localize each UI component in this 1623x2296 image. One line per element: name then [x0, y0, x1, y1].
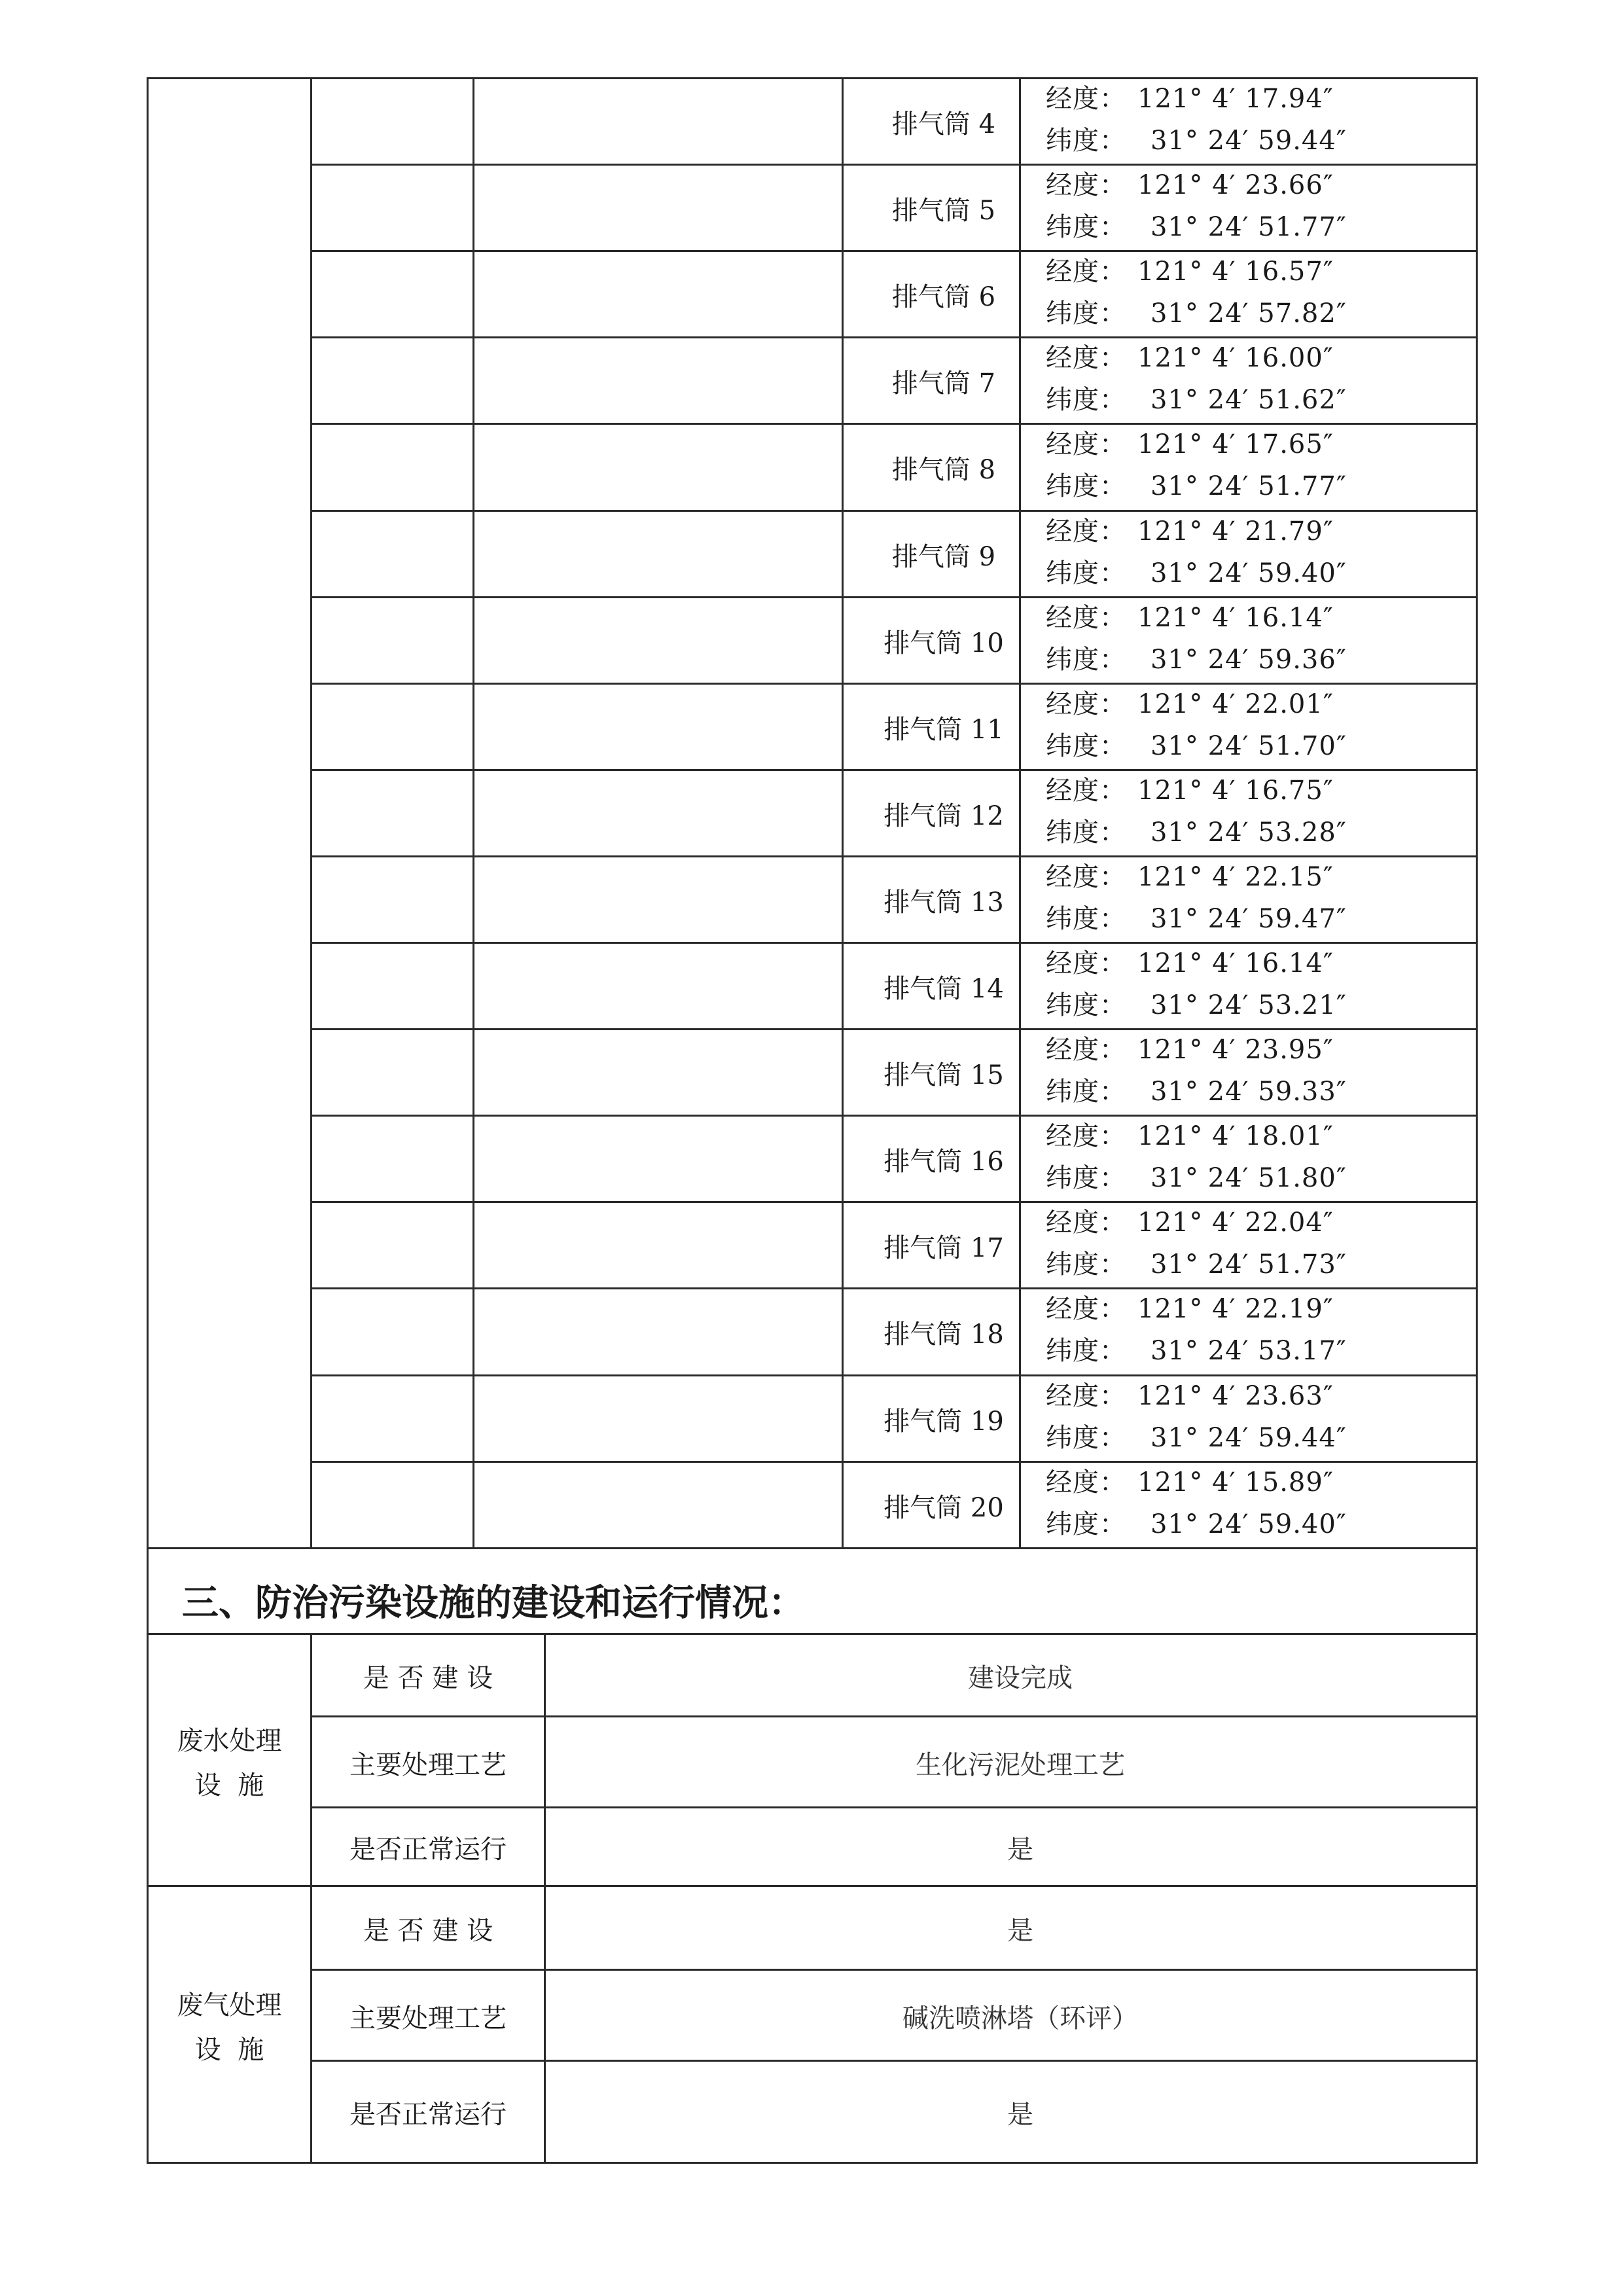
longitude-label: 经度： [1046, 343, 1126, 374]
latitude-label: 纬度： [1046, 903, 1126, 934]
latitude-label: 纬度： [1046, 1249, 1126, 1280]
longitude-label: 经度： [1046, 1294, 1126, 1325]
longitude-label: 经度： [1046, 1121, 1126, 1152]
latitude-value: 31° 24′ 59.44″ [1150, 126, 1347, 156]
latitude [1046, 119, 1347, 162]
longitude-value: 121° 4′ 16.00″ [1137, 343, 1334, 374]
longitude-value: 121° 4′ 18.01″ [1137, 1121, 1334, 1152]
longitude [1046, 1201, 1334, 1244]
latitude [1046, 292, 1347, 335]
stack-name: 排气筒 12 [883, 800, 1004, 831]
latitude [1046, 465, 1347, 508]
latitude-label: 纬度： [1046, 558, 1126, 588]
longitude-label: 经度： [1046, 1380, 1126, 1411]
longitude-label: 经度： [1046, 861, 1126, 892]
latitude-value: 31° 24′ 53.28″ [1150, 817, 1347, 848]
facility-row-value: 是 [1007, 2100, 1033, 2130]
latitude-value: 31° 24′ 51.62″ [1150, 385, 1347, 416]
facility-row-label: 是否正常运行 [349, 1835, 507, 1865]
stack-name: 排气筒 5 [891, 196, 996, 226]
facility-group-label: 废水处理 [177, 1725, 282, 1756]
latitude [1046, 1157, 1347, 1200]
facility-row-value: 是 [1007, 1835, 1033, 1865]
facility-row-label: 是 否 建 设 [363, 1663, 493, 1693]
facility-row-value: 碱洗喷淋塔（环评） [902, 2003, 1138, 2034]
latitude [1046, 1243, 1347, 1286]
longitude-value: 121° 4′ 23.66″ [1137, 170, 1334, 201]
facility-row-label: 是 否 建 设 [363, 1916, 493, 1946]
latitude-value: 31° 24′ 53.17″ [1150, 1336, 1347, 1367]
facility-group-label-line2: 设 施 [194, 1770, 264, 1801]
latitude-label: 纬度： [1046, 212, 1126, 243]
column-divider-3 [842, 77, 844, 1549]
longitude-value: 121° 4′ 22.01″ [1137, 689, 1334, 719]
latitude-value: 31° 24′ 59.47″ [1150, 903, 1347, 934]
latitude-label: 纬度： [1046, 730, 1126, 761]
longitude [1046, 250, 1334, 293]
latitude-value: 31° 24′ 51.77″ [1150, 212, 1347, 243]
longitude [1046, 1115, 1334, 1158]
longitude [1046, 336, 1334, 380]
longitude [1046, 164, 1334, 207]
latitude [1046, 1416, 1347, 1460]
longitude-label: 经度： [1046, 516, 1126, 547]
latitude-label: 纬度： [1046, 644, 1126, 675]
longitude-value: 121° 4′ 16.75″ [1137, 775, 1334, 806]
row-divider [310, 1969, 1478, 1971]
stack-name: 排气筒 20 [883, 1492, 1004, 1523]
latitude-value: 31° 24′ 59.40″ [1150, 1509, 1347, 1539]
longitude-label: 经度： [1046, 775, 1126, 806]
latitude-value: 31° 24′ 57.82″ [1150, 298, 1347, 329]
longitude [1046, 510, 1334, 553]
label-column-divider [544, 1885, 546, 2164]
longitude-label: 经度： [1046, 429, 1126, 460]
group-bottom-border [147, 1885, 1478, 1887]
label-column-divider [544, 1633, 546, 1887]
longitude-label: 经度： [1046, 602, 1126, 633]
latitude-label: 纬度： [1046, 471, 1126, 502]
column-divider-2 [473, 77, 474, 1549]
stack-name: 排气筒 14 [883, 974, 1004, 1004]
longitude-label: 经度： [1046, 1035, 1126, 1066]
facility-row-label: 是否正常运行 [349, 2100, 507, 2130]
latitude-value: 31° 24′ 51.70″ [1150, 730, 1347, 761]
latitude-label: 纬度： [1046, 298, 1126, 329]
longitude [1046, 596, 1334, 639]
latitude-value: 31° 24′ 59.44″ [1150, 1422, 1347, 1453]
latitude-label: 纬度： [1046, 1336, 1126, 1367]
latitude [1046, 897, 1347, 941]
latitude-label: 纬度： [1046, 126, 1126, 156]
longitude-value: 121° 4′ 16.14″ [1137, 602, 1334, 633]
latitude [1046, 378, 1347, 422]
longitude-value: 121° 4′ 21.79″ [1137, 516, 1334, 547]
latitude [1046, 1070, 1347, 1113]
latitude [1046, 638, 1347, 681]
latitude [1046, 1503, 1347, 1546]
latitude-label: 纬度： [1046, 1509, 1126, 1539]
longitude-value: 121° 4′ 22.19″ [1137, 1294, 1334, 1325]
group-bottom-border [147, 2162, 1478, 2164]
facility-row-value: 是 [1007, 1916, 1033, 1946]
latitude-label: 纬度： [1046, 1163, 1126, 1194]
latitude-label: 纬度： [1046, 990, 1126, 1020]
longitude-value: 121° 4′ 16.14″ [1137, 948, 1334, 978]
longitude [1046, 942, 1334, 985]
latitude-label: 纬度： [1046, 1077, 1126, 1107]
stack-name: 排气筒 8 [891, 455, 996, 486]
facility-row-label: 主要处理工艺 [349, 1749, 507, 1780]
stack-name: 排气筒 9 [891, 541, 996, 572]
latitude [1046, 811, 1347, 854]
latitude-value: 31° 24′ 51.77″ [1150, 471, 1347, 502]
longitude-label: 经度： [1046, 1208, 1126, 1238]
longitude-label: 经度： [1046, 170, 1126, 201]
stack-name: 排气筒 13 [883, 887, 1004, 918]
stack-name: 排气筒 16 [883, 1147, 1004, 1177]
latitude [1046, 552, 1347, 595]
latitude-value: 31° 24′ 51.73″ [1150, 1249, 1347, 1280]
latitude-value: 31° 24′ 59.40″ [1150, 558, 1347, 588]
longitude-value: 121° 4′ 17.65″ [1137, 429, 1334, 460]
stack-name: 排气筒 19 [883, 1406, 1004, 1437]
longitude-value: 121° 4′ 22.04″ [1137, 1208, 1334, 1238]
latitude [1046, 725, 1347, 768]
longitude [1046, 1028, 1334, 1071]
latitude [1046, 984, 1347, 1027]
stack-name: 排气筒 17 [883, 1233, 1004, 1264]
section-title-bottom-border [147, 1633, 1478, 1635]
table-border-left [147, 77, 149, 2164]
longitude-label: 经度： [1046, 1467, 1126, 1498]
longitude-value: 121° 4′ 15.89″ [1137, 1467, 1334, 1498]
section-top-border [147, 1547, 1478, 1549]
longitude-value: 121° 4′ 17.94″ [1137, 84, 1334, 114]
latitude-value: 31° 24′ 51.80″ [1150, 1163, 1347, 1194]
longitude-label: 经度： [1046, 257, 1126, 287]
longitude [1046, 1287, 1334, 1331]
longitude-value: 121° 4′ 16.57″ [1137, 257, 1334, 287]
longitude-label: 经度： [1046, 84, 1126, 114]
stack-name: 排气筒 18 [883, 1319, 1004, 1350]
column-divider-1 [310, 77, 312, 1549]
longitude [1046, 683, 1334, 726]
latitude-label: 纬度： [1046, 1422, 1126, 1453]
longitude-label: 经度： [1046, 948, 1126, 978]
facility-row-value: 建设完成 [968, 1663, 1073, 1693]
longitude [1046, 1374, 1334, 1418]
facility-group-label: 废气处理 [177, 1990, 282, 2020]
row-divider [310, 2060, 1478, 2062]
stack-name: 排气筒 6 [891, 282, 996, 313]
longitude [1046, 1461, 1334, 1504]
longitude [1046, 77, 1334, 120]
facility-group-label-line2: 设 施 [194, 2034, 264, 2065]
latitude-value: 31° 24′ 59.33″ [1150, 1077, 1347, 1107]
stack-name: 排气筒 11 [883, 714, 1004, 745]
stack-name: 排气筒 10 [883, 628, 1004, 658]
stack-name: 排气筒 4 [891, 109, 996, 139]
longitude [1046, 769, 1334, 812]
longitude-value: 121° 4′ 22.15″ [1137, 861, 1334, 892]
longitude-label: 经度： [1046, 689, 1126, 719]
latitude-label: 纬度： [1046, 817, 1126, 848]
facility-row-label: 主要处理工艺 [349, 2003, 507, 2034]
section-title: 三、防治污染设施的建设和运行情况： [182, 1582, 805, 1624]
longitude [1046, 423, 1334, 466]
longitude-value: 121° 4′ 23.63″ [1137, 1380, 1334, 1411]
longitude [1046, 855, 1334, 899]
latitude-label: 纬度： [1046, 385, 1126, 416]
stack-name: 排气筒 7 [891, 368, 996, 399]
latitude [1046, 206, 1347, 249]
facility-row-value: 生化污泥处理工艺 [916, 1749, 1125, 1780]
row-divider [310, 1806, 1478, 1808]
latitude-value: 31° 24′ 53.21″ [1150, 990, 1347, 1020]
latitude-value: 31° 24′ 59.36″ [1150, 644, 1347, 675]
stack-name: 排气筒 15 [883, 1060, 1004, 1091]
row-divider [310, 1715, 1478, 1717]
latitude [1046, 1329, 1347, 1372]
longitude-value: 121° 4′ 23.95″ [1137, 1035, 1334, 1066]
